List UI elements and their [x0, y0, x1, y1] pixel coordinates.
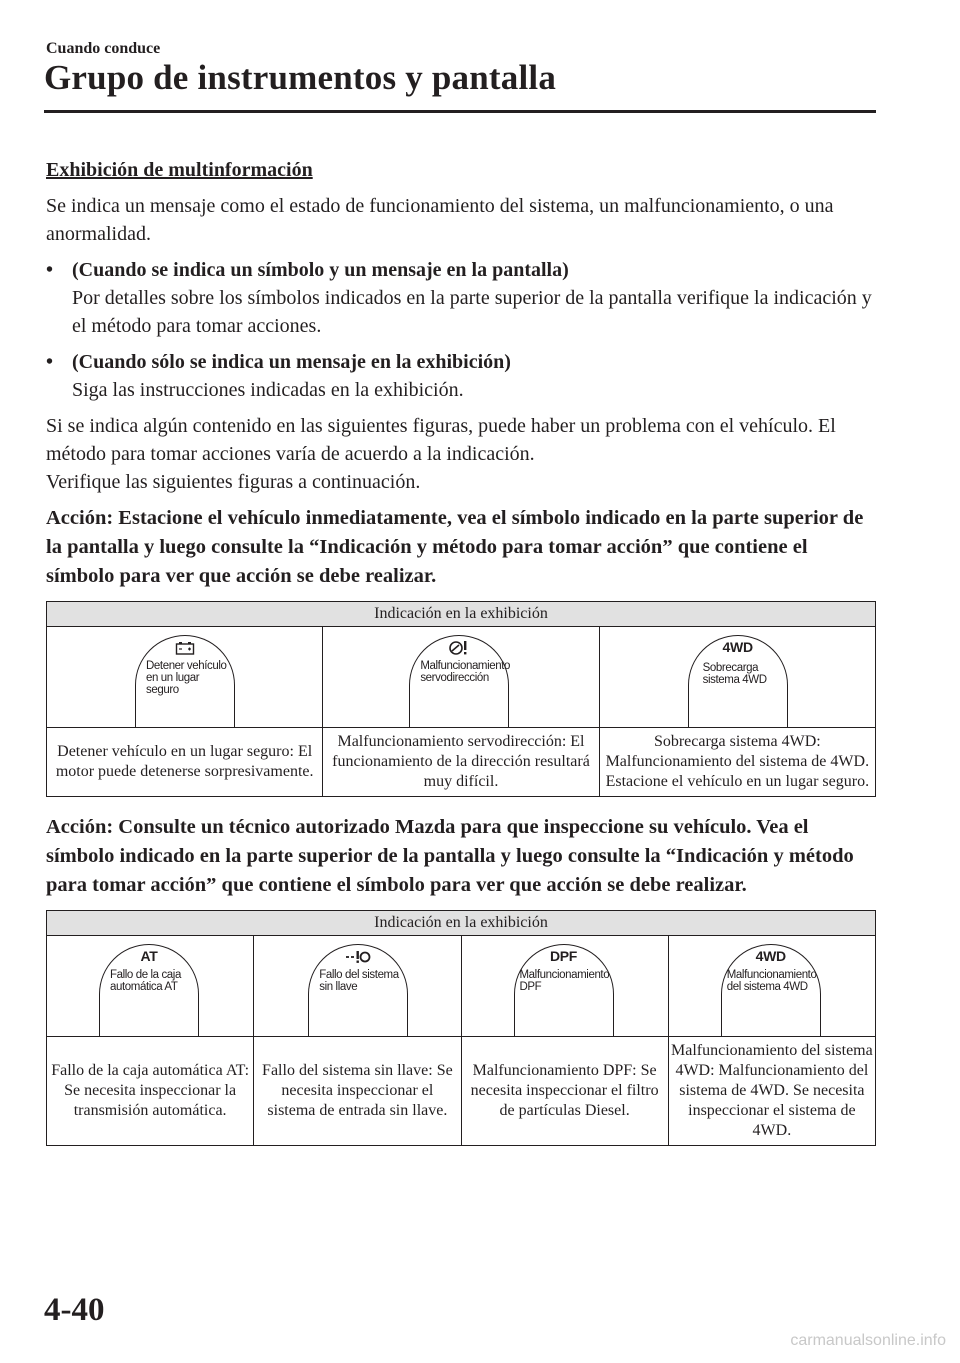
- display-figure: [668, 936, 875, 1037]
- bullet-heading: (Cuando sólo se indica un mensaje en la exhibición): [72, 351, 511, 373]
- at-symbol: AT: [140, 948, 158, 964]
- screen-message: Sobrecarga sistema 4WD: [702, 662, 767, 686]
- steering-warning-icon: [410, 639, 508, 656]
- display-screen: [409, 635, 509, 728]
- action-instruction: Acción: Consulte un técnico autorizado Mazda para que inspeccione su vehículo. Vea el símbolo indicado en la parte superior de la pantalla y luego consulte la “Indicación y método para tomar acción” que contiene el símbolo para ver que acción se debe realizar.: [46, 816, 854, 896]
- 4wd-symbol: 4WD: [722, 639, 753, 655]
- display-figure: [254, 936, 461, 1037]
- bullet-text: Por detalles sobre los símbolos indicados en la parte superior de la pantalla verifique la indicación y el método para tomar acciones.: [72, 287, 872, 337]
- display-screen: [721, 944, 821, 1037]
- page-number: 4-40: [44, 1292, 105, 1328]
- bullet-text: Siga las instrucciones indicadas en la exhibición.: [72, 379, 464, 401]
- subheading: Exhibición de multinformación: [46, 159, 313, 181]
- indication-description: Malfuncionamiento DPF: Se necesita inspeccionar el filtro de partículas Diesel.: [461, 1037, 668, 1146]
- page-title: Grupo de instrumentos y pantalla: [44, 58, 557, 97]
- 4wd-symbol: 4WD: [755, 948, 786, 964]
- indication-description: Malfuncionamiento del sistema 4WD: Malfuncionamiento del sistema de 4WD. Se necesita inspeccionar el sistema de 4WD.: [668, 1037, 875, 1146]
- display-figure: [599, 627, 875, 728]
- note-paragraph: Verifique las siguientes figuras a continuación.: [46, 471, 421, 493]
- note-paragraph: Si se indica algún contenido en las siguientes figuras, puede haber un problema con el vehículo. El método para tomar acciones varía de acuerdo a la indicación.: [46, 415, 836, 465]
- screen-message: Fallo de la caja automática AT: [110, 969, 181, 993]
- screen-message: Detener vehículo en un lugar seguro: [146, 660, 227, 696]
- display-figure: [47, 936, 254, 1037]
- dpf-symbol: DPF: [549, 948, 578, 964]
- bullet-dot-icon: •: [46, 351, 54, 373]
- table-header: Indicación en la exhibición: [47, 602, 876, 627]
- battery-icon: [136, 639, 234, 655]
- action-instruction: Acción: Estacione el vehículo inmediatamente, vea el símbolo indicado en la parte superior de la pantalla y luego consulte la “Indicación y método para tomar acción” que contiene el símbolo para ver que acción se debe realizar.: [46, 507, 864, 587]
- display-screen: [308, 944, 408, 1037]
- display-figure: [461, 936, 668, 1037]
- title-divider: [44, 110, 876, 113]
- page-content: [46, 156, 876, 1146]
- display-screen: [99, 944, 199, 1037]
- display-screen: [688, 635, 788, 728]
- screen-message: Malfuncionamiento servodirección: [420, 660, 511, 684]
- screen-message: Fallo del sistema sin llave: [319, 969, 399, 993]
- bullet-dot-icon: •: [46, 259, 54, 281]
- indication-description: Fallo del sistema sin llave: Se necesita inspeccionar el sistema de entrada sin llave.: [254, 1037, 461, 1146]
- indication-table: [46, 910, 876, 1146]
- display-figure: [47, 627, 323, 728]
- indication-table: [46, 601, 876, 797]
- screen-message: Malfuncionamiento del sistema 4WD: [726, 969, 817, 993]
- display-figure: [323, 627, 599, 728]
- bullet-heading: (Cuando se indica un símbolo y un mensaje en la pantalla): [72, 259, 569, 281]
- watermark: carmanualsonline.info: [790, 1332, 946, 1349]
- display-screen: [514, 944, 614, 1037]
- indication-description: Fallo de la caja automática AT: Se necesita inspeccionar la transmisión automática.: [47, 1037, 254, 1146]
- table-header: Indicación en la exhibición: [47, 911, 876, 936]
- key-warning-icon: [309, 948, 407, 964]
- intro-paragraph: Se indica un mensaje como el estado de funcionamiento del sistema, un malfuncionamiento, o una anormalidad.: [46, 195, 834, 245]
- indication-description: Detener vehículo en un lugar seguro: El motor puede detenerse sorpresivamente.: [47, 728, 323, 797]
- bullet-item: [46, 348, 876, 404]
- display-screen: [135, 635, 235, 728]
- bullet-item: [46, 256, 876, 340]
- indication-description: Malfuncionamiento servodirección: El funcionamiento de la dirección resultará muy difícil.: [323, 728, 599, 797]
- indication-description: Sobrecarga sistema 4WD: Malfuncionamiento del sistema de 4WD. Estacione el vehículo en un lugar seguro.: [599, 728, 875, 797]
- section-label: Cuando conduce: [46, 40, 161, 57]
- screen-message: Malfuncionamiento DPF: [519, 969, 610, 993]
